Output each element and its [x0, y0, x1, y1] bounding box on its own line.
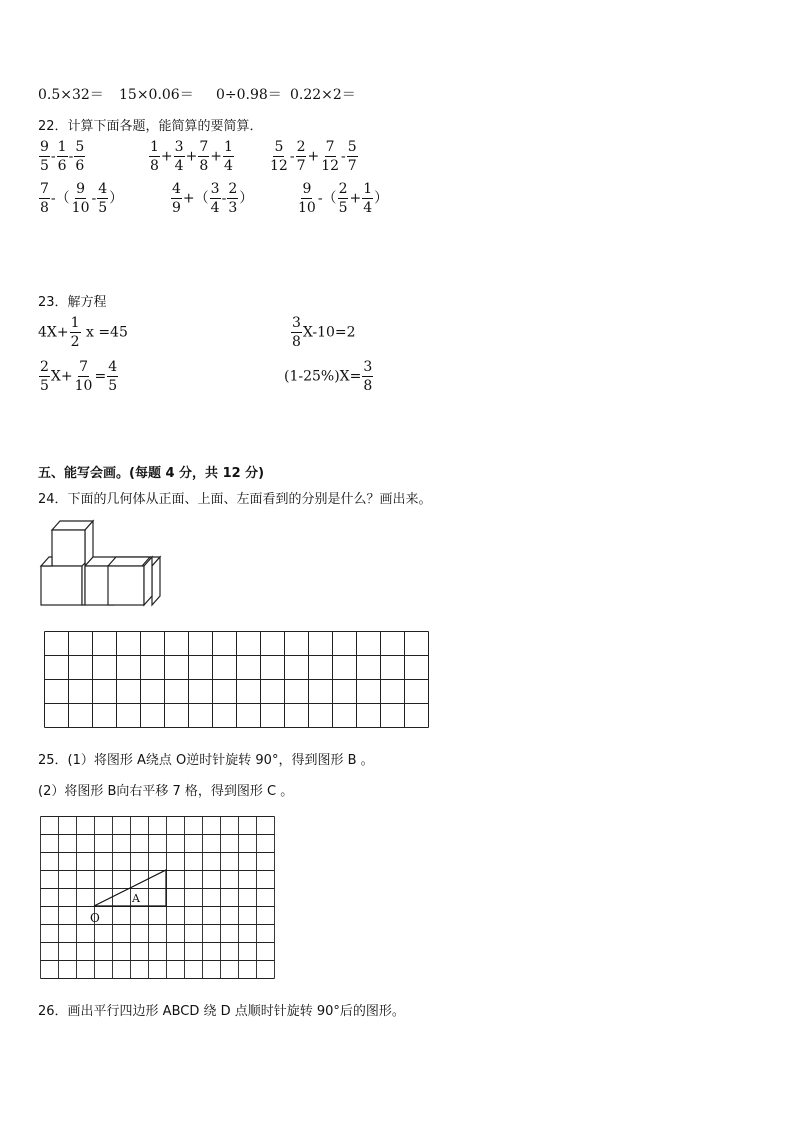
q22-expr-2: $\frac{1}{8}$ + $\frac{3}{4}$ + $\frac{7}{8}$ + $\frac{1}{4}$: [150, 139, 233, 174]
cube-top-face: [108, 557, 150, 566]
q22-expr-4: $\frac{7}{8}$ -（ $\frac{9}{10}$ - $\frac{4}{5}$ ）: [40, 181, 124, 216]
q22-expr-5: $\frac{4}{9}$ +（ $\frac{3}{4}$ - $\frac{2}{3}$ ）: [172, 181, 254, 216]
section-5-heading: 五、能写会画。(每题 4 分，共 12 分): [38, 466, 265, 481]
q24-answer-grid[interactable]: [44, 631, 431, 729]
q23-title: 23．解方程: [38, 295, 107, 310]
cube-front-face: [108, 566, 144, 605]
q23-eq-1: 4X+ $\frac{1}{2}$ x =45: [38, 315, 128, 350]
q22-expr-3: $\frac{5}{12}$ - $\frac{2}{7}$ + $\frac{7}{12}$ - $\frac{5}{7}$: [270, 139, 357, 174]
q21-expr-3: 0÷0.98＝: [216, 87, 282, 103]
cube-front-face: [41, 566, 82, 605]
q22-expr-6: $\frac{9}{10}$ -（ $\frac{2}{5}$ + $\frac{1}{4}$ ）: [298, 181, 389, 216]
q22-expr-1: $\frac{9}{5}$ - $\frac{1}{6}$ - $\frac{5}{6}$: [40, 139, 85, 174]
q22-title: 22．计算下面各题，能简算的要简算．: [38, 119, 263, 134]
q23-eq-3: $\frac{2}{5}$ X+ $\frac{7}{10}$ = $\frac{4}{5}$: [40, 359, 118, 394]
q25-line-2: (2）将图形 B向右平移 7 格，得到图形 C 。: [38, 784, 294, 799]
point-o-label: O: [90, 911, 100, 925]
q21-expr-2: 15×0.06＝: [119, 87, 194, 103]
shape-a-triangle: [94, 870, 166, 906]
cube-side-face: [144, 557, 152, 605]
cube-top-face: [41, 557, 52, 566]
q21-expr-1: 0.5×32＝: [38, 87, 104, 103]
cube-solid-figure: [38, 516, 166, 610]
q24-text: 24．下面的几何体从正面、上面、左面看到的分别是什么？画出来。: [38, 492, 432, 507]
q25-line-1: 25．(1）将图形 A绕点 O逆时针旋转 90°，得到图形 B 。: [38, 753, 374, 768]
cube-front-face: [52, 530, 85, 566]
shape-a-label: A: [132, 892, 140, 905]
q23-eq-4: (1-25%)X= $\frac{3}{8}$: [284, 359, 373, 394]
q26-text: 26．画出平行四边形 ABCD 绕 D 点顺时针旋转 90°后的图形。: [38, 1004, 405, 1019]
q23-eq-2: $\frac{3}{8}$ X-10=2: [292, 315, 356, 350]
q25-rotation-grid[interactable]: [40, 816, 276, 980]
q21-expr-4: 0.22×2＝: [290, 87, 356, 103]
cube-side-face: [152, 557, 160, 605]
